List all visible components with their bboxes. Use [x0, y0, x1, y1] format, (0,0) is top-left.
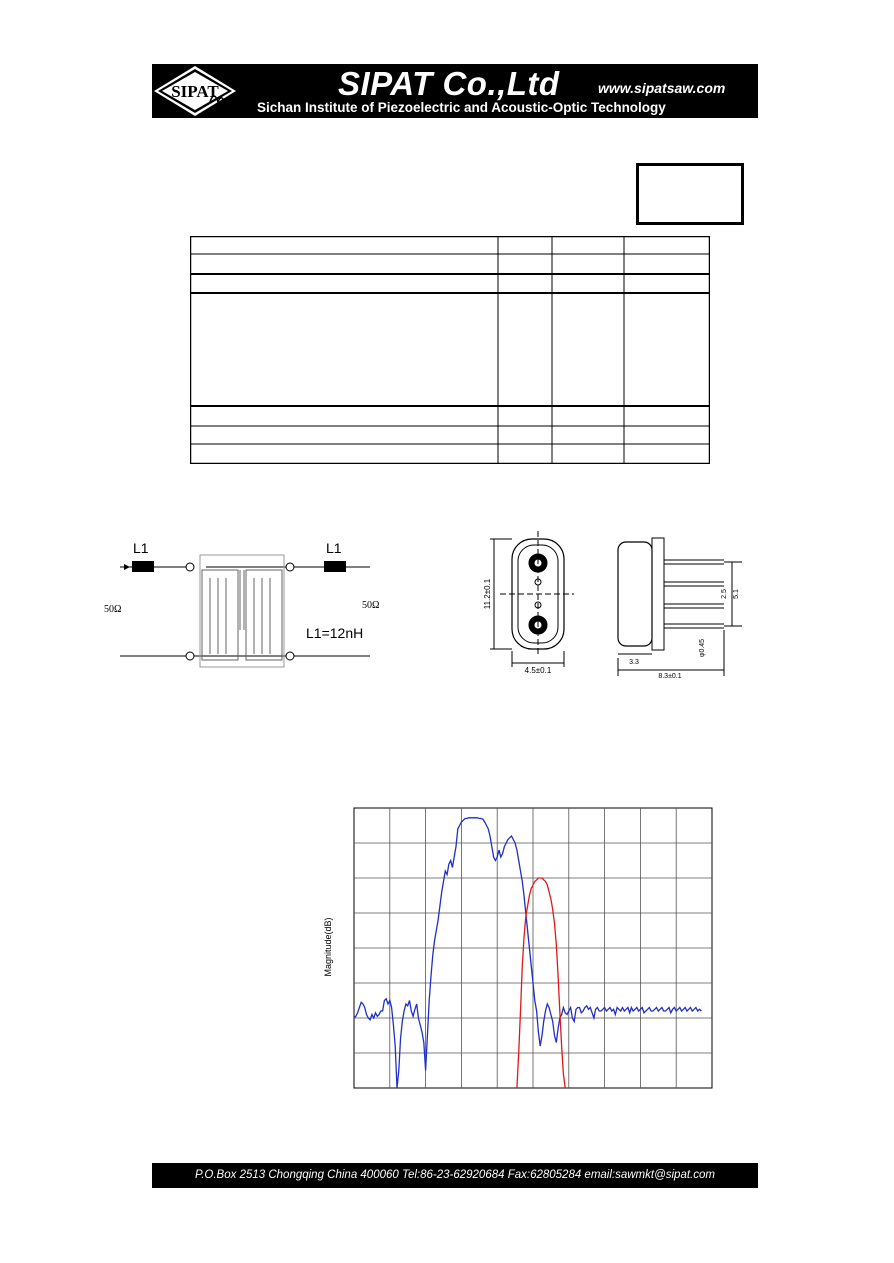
company-name: SIPAT Co.,Ltd: [338, 65, 560, 102]
side-offset-dim: 3.3: [629, 659, 639, 666]
inductor-right-label: L1: [326, 540, 342, 556]
spec-table: [190, 236, 710, 464]
side-pin-dim-b: 5.1: [733, 589, 740, 599]
frequency-response-chart: [318, 800, 718, 1095]
side-lead-dim: φ0.45: [699, 638, 706, 658]
inductor-left-label: L1: [133, 540, 149, 556]
series-line-wide: [354, 818, 701, 1088]
inductance-value-label: L1=12nH: [306, 625, 364, 641]
package-side-view: [612, 530, 747, 680]
package-front-view: [470, 525, 580, 675]
y-axis-label: Magnitude(dB): [323, 917, 333, 977]
institute-name: Sichan Institute of Piezoelectric and Acoustic-Optic Technology: [257, 100, 666, 115]
side-width-dim: 8.3±0.1: [658, 673, 682, 680]
inductor-left: [132, 561, 154, 572]
footer-contact: P.O.Box 2513 Chongqing China 400060 Tel:86-23-62920684 Fax:62805284 email:sawmkt@sipat.com: [152, 1163, 758, 1188]
front-width-dim: 4.5±0.1: [524, 666, 552, 675]
inductor-right: [324, 561, 346, 572]
impedance-right-label: 50Ω: [362, 600, 380, 611]
matching-circuit: [100, 530, 400, 690]
front-height-dim: 11.2±0.1: [483, 578, 492, 610]
header-banner: [152, 64, 758, 118]
part-number-box: [636, 163, 744, 225]
sipat-logo: [152, 64, 238, 118]
side-pin-dim-a: 2.5: [721, 589, 728, 599]
logo-text: SIPAT: [171, 82, 219, 101]
website-link[interactable]: www.sipatsaw.com: [598, 80, 726, 96]
impedance-left-label: 50Ω: [104, 604, 122, 615]
